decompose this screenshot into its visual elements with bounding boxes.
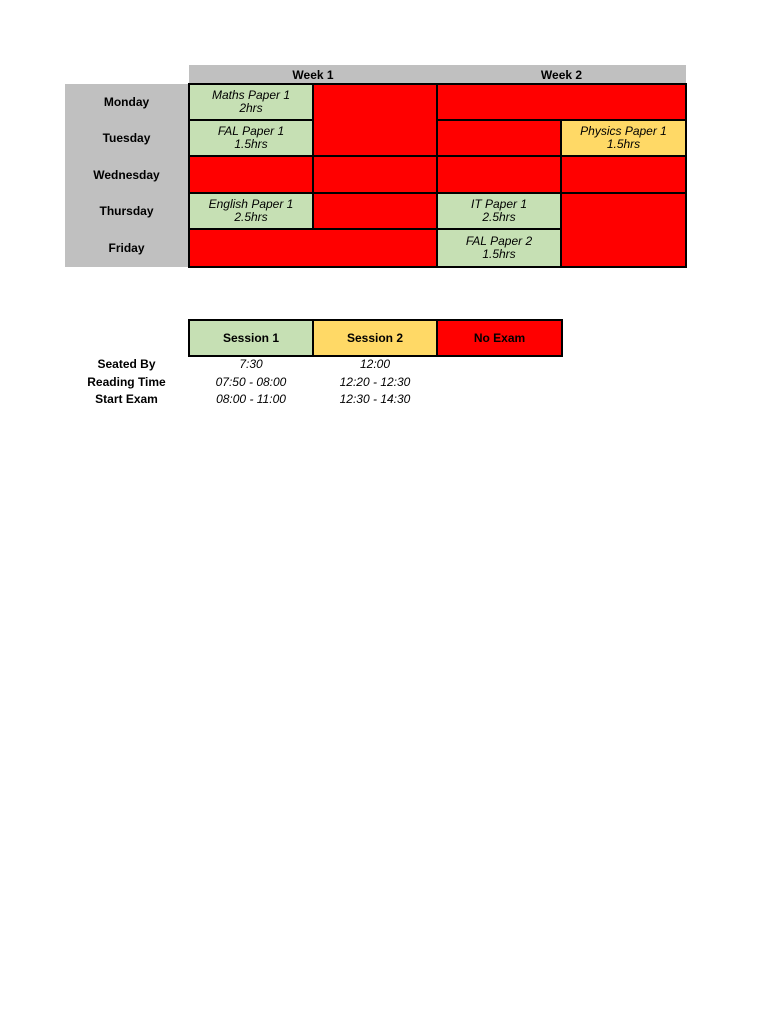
day-label-monday: Monday (103, 95, 150, 109)
session-2-reading-time: 12:20 - 12:30 (339, 375, 411, 389)
no-exam-cell (189, 156, 313, 193)
exam-title: FAL Paper 2 (465, 234, 533, 248)
exam-duration: 2.5hrs (482, 210, 516, 224)
legend-no-exam: No Exam (436, 319, 563, 357)
exam-cell-english-paper-1 (189, 193, 313, 229)
week-1-header: Week 1 (189, 65, 437, 84)
session-1-reading-time: 07:50 - 08:00 (215, 375, 287, 389)
no-exam-cell (313, 84, 437, 156)
day-label-friday: Friday (108, 241, 145, 255)
no-exam-cell (189, 229, 437, 267)
exam-duration: 2hrs (239, 101, 263, 115)
no-exam-cell (313, 156, 437, 193)
session-2-start-exam: 12:30 - 14:30 (339, 392, 411, 406)
exam-duration: 1.5hrs (482, 247, 516, 261)
exam-title: Physics Paper 1 (580, 124, 667, 138)
no-exam-cell (313, 193, 437, 229)
legend-session-1: Session 1 (188, 319, 314, 357)
legend-session-2: Session 2 (312, 319, 438, 357)
exam-duration: 2.5hrs (234, 210, 268, 224)
day-label-tuesday: Tuesday (102, 131, 151, 145)
exam-cell-it-paper-1 (437, 193, 561, 229)
no-exam-cell (437, 120, 561, 156)
exam-title: IT Paper 1 (470, 197, 528, 211)
day-label-thursday: Thursday (99, 204, 154, 218)
label-start-exam: Start Exam (95, 392, 158, 406)
no-exam-cell (561, 156, 686, 193)
exam-duration: 1.5hrs (234, 137, 268, 151)
week-2-header: Week 2 (437, 65, 686, 84)
session-1-start-exam: 08:00 - 11:00 (216, 392, 286, 406)
session-1-seated-by: 7:30 (239, 357, 263, 371)
exam-title: English Paper 1 (208, 197, 294, 211)
no-exam-cell (437, 84, 686, 120)
exam-duration: 1.5hrs (606, 137, 641, 151)
exam-title: FAL Paper 1 (217, 124, 285, 138)
day-label-wednesday: Wednesday (93, 167, 160, 182)
exam-cell-maths-paper-1 (189, 84, 313, 120)
no-exam-cell (561, 193, 686, 267)
label-reading-time: Reading Time (87, 375, 166, 389)
exam-title: Maths Paper 1 (211, 88, 291, 102)
label-seated-by: Seated By (97, 357, 156, 371)
exam-cell-physics-paper-1 (561, 120, 686, 156)
exam-cell-fal-paper-1 (189, 120, 313, 156)
session-2-seated-by: 12:00 (359, 357, 391, 371)
no-exam-cell (437, 156, 561, 193)
exam-cell-fal-paper-2 (437, 229, 561, 267)
